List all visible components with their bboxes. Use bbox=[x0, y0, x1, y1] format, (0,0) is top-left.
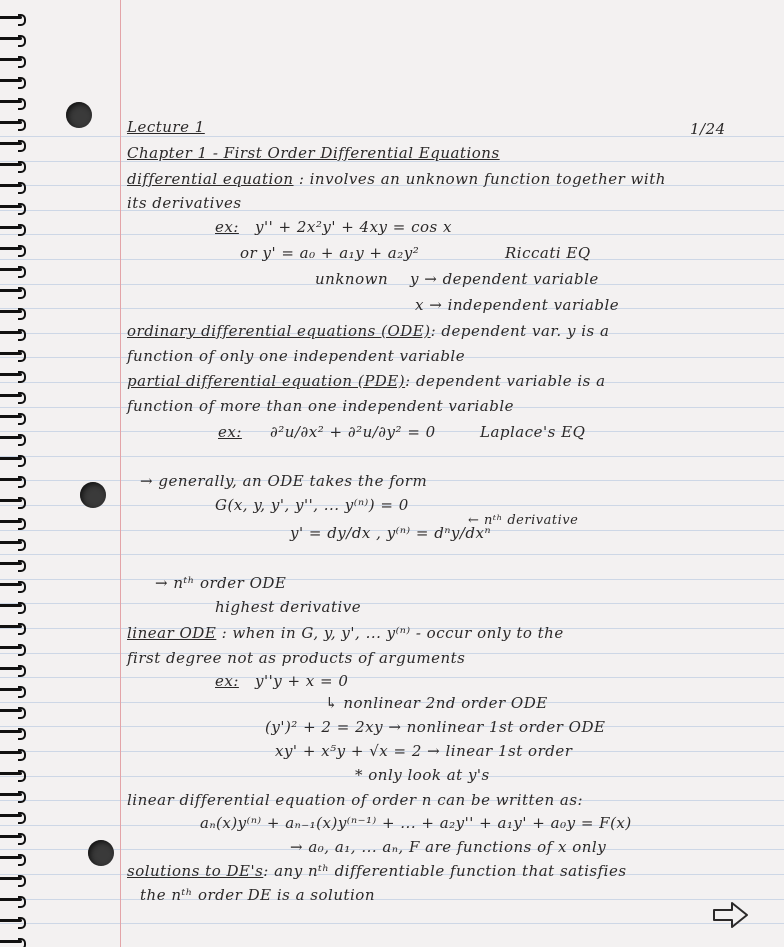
dependent-variable: y → dependent variable bbox=[410, 270, 599, 288]
ex1-alternate: or y' = a₀ + a₁y + a₂y² bbox=[240, 244, 420, 262]
chapter-title: Chapter 1 - First Order Differential Equations bbox=[127, 144, 500, 162]
ruled-line bbox=[0, 554, 784, 555]
independent-variable: x → independent variable bbox=[415, 296, 620, 314]
spiral-ring bbox=[0, 98, 26, 106]
ex2-label: ex: bbox=[218, 423, 242, 441]
spiral-ring bbox=[0, 707, 26, 715]
ruled-line bbox=[0, 284, 784, 285]
derivative-equation: y' = dy/dx , y⁽ⁿ⁾ = dⁿy/dxⁿ bbox=[290, 524, 492, 542]
ruled-line bbox=[0, 677, 784, 678]
spiral-ring bbox=[0, 182, 26, 190]
spiral-ring bbox=[0, 812, 26, 820]
ex3-note: ↳ nonlinear 2nd order ODE bbox=[325, 694, 548, 712]
nth-derivative-note: ← nᵗʰ derivative bbox=[468, 513, 579, 528]
definition-text: : involves an unknown function together with bbox=[298, 170, 666, 188]
spiral-ring bbox=[0, 434, 26, 442]
ode-term: ordinary differential equations (ODE) bbox=[127, 322, 431, 340]
spiral-ring bbox=[0, 392, 26, 400]
spiral-ring bbox=[0, 308, 26, 316]
linear-ode-term: linear ODE bbox=[127, 624, 217, 642]
spiral-ring bbox=[0, 203, 26, 211]
date: 1/24 bbox=[690, 120, 726, 138]
ruled-line bbox=[0, 308, 784, 309]
spiral-ring bbox=[0, 728, 26, 736]
spiral-ring bbox=[0, 476, 26, 484]
spiral-ring bbox=[0, 350, 26, 358]
ruled-line bbox=[0, 603, 784, 604]
spiral-ring bbox=[0, 455, 26, 463]
spiral-ring bbox=[0, 266, 26, 274]
pde-line bbox=[127, 372, 606, 390]
linear-ode-line-2: first degree not as products of arguments bbox=[127, 649, 466, 667]
spiral-ring bbox=[0, 917, 26, 925]
linear-ode-line bbox=[127, 624, 564, 642]
spiral-ring bbox=[0, 560, 26, 568]
solutions-term: solutions to DE's bbox=[127, 862, 264, 880]
ruled-line bbox=[0, 579, 784, 580]
spiral-ring bbox=[0, 539, 26, 547]
spiral-ring bbox=[0, 287, 26, 295]
unknown-label: unknown bbox=[315, 270, 389, 288]
solutions-line bbox=[127, 862, 627, 880]
spiral-ring bbox=[0, 581, 26, 589]
punch-hole-top bbox=[66, 102, 92, 128]
definition-line bbox=[127, 170, 666, 188]
spiral-ring bbox=[0, 644, 26, 652]
spiral-ring bbox=[0, 224, 26, 232]
highest-derivative: highest derivative bbox=[215, 598, 362, 616]
only-y-note: * only look at y's bbox=[355, 766, 490, 784]
ruled-line bbox=[0, 210, 784, 211]
spiral-ring bbox=[0, 665, 26, 673]
linear-note: → a₀, a₁, ... aₙ, F are functions of x only bbox=[290, 838, 607, 856]
spiral-ring bbox=[0, 833, 26, 841]
spiral-ring bbox=[0, 161, 26, 169]
spiral-ring bbox=[0, 56, 26, 64]
spiral-ring bbox=[0, 623, 26, 631]
pde-line-2: function of more than one independent variable bbox=[127, 397, 514, 415]
ex4: (y')² + 2 = 2xy → nonlinear 1st order ODE bbox=[265, 718, 606, 736]
spiral-ring bbox=[0, 791, 26, 799]
spiral-ring bbox=[0, 875, 26, 883]
ex5: xy' + x⁵y + √x = 2 → linear 1st order bbox=[275, 742, 573, 760]
spiral-ring bbox=[0, 602, 26, 610]
spiral-ring bbox=[0, 14, 26, 22]
spiral-ring bbox=[0, 371, 26, 379]
spiral-ring bbox=[0, 413, 26, 421]
ex1-label: ex: bbox=[215, 218, 239, 236]
punch-hole-bottom bbox=[88, 840, 114, 866]
ode-line bbox=[127, 322, 609, 340]
ode-text: : dependent var. y is a bbox=[430, 322, 610, 340]
ruled-line bbox=[0, 136, 784, 137]
solutions-line-2: the nᵗʰ order DE is a solution bbox=[140, 886, 375, 904]
spiral-ring bbox=[0, 119, 26, 127]
spiral-ring bbox=[0, 854, 26, 862]
margin-line bbox=[120, 0, 121, 947]
general-equation: G(x, y, y', y'', ... y⁽ⁿ⁾) = 0 bbox=[215, 496, 409, 514]
spiral-ring bbox=[0, 686, 26, 694]
ruled-line bbox=[0, 923, 784, 924]
spiral-ring bbox=[0, 518, 26, 526]
lecture-title: Lecture 1 bbox=[127, 118, 205, 136]
ruled-line bbox=[0, 899, 784, 900]
pde-term: partial differential equation (PDE) bbox=[127, 372, 406, 390]
spiral-ring bbox=[0, 497, 26, 505]
next-page-arrow-icon bbox=[712, 900, 750, 930]
ode-line-2: function of only one independent variable bbox=[127, 347, 466, 365]
nth-order-ode: → nᵗʰ order ODE bbox=[155, 574, 287, 592]
general-form: → generally, an ODE takes the form bbox=[140, 472, 428, 490]
ex3-label: ex: bbox=[215, 672, 239, 690]
spiral-ring bbox=[0, 938, 26, 946]
spiral-ring bbox=[0, 77, 26, 85]
spiral-ring bbox=[0, 35, 26, 43]
definition-line-2: its derivatives bbox=[127, 194, 242, 212]
spiral-ring bbox=[0, 329, 26, 337]
ruled-line bbox=[0, 456, 784, 457]
linear-definition: linear differential equation of order n can be written as: bbox=[127, 791, 584, 809]
spiral-ring bbox=[0, 245, 26, 253]
solutions-text: : any nᵗʰ differentiable function that satisfies bbox=[263, 862, 627, 880]
ex1-name: Riccati EQ bbox=[505, 244, 591, 262]
linear-equation: aₙ(x)y⁽ⁿ⁾ + aₙ₋₁(x)y⁽ⁿ⁻¹⁾ + ... + a₂y'' + a₁y' + a₀y = F(x) bbox=[200, 814, 632, 832]
punch-hole-middle bbox=[80, 482, 106, 508]
spiral-ring bbox=[0, 896, 26, 904]
spiral-ring bbox=[0, 749, 26, 757]
definition-term: differential equation bbox=[127, 170, 294, 188]
ex2-equation: ∂²u/∂x² + ∂²u/∂y² = 0 bbox=[270, 423, 436, 441]
ex3-equation: y''y + x = 0 bbox=[255, 672, 349, 690]
spiral-ring bbox=[0, 770, 26, 778]
pde-text: : dependent variable is a bbox=[405, 372, 606, 390]
ex2-name: Laplace's EQ bbox=[480, 423, 586, 441]
linear-ode-text: : when in G, y, y', ... y⁽ⁿ⁾ - occur only to the bbox=[221, 624, 564, 642]
ex1-equation: y'' + 2x²y' + 4xy = cos x bbox=[255, 218, 452, 236]
spiral-ring bbox=[0, 140, 26, 148]
